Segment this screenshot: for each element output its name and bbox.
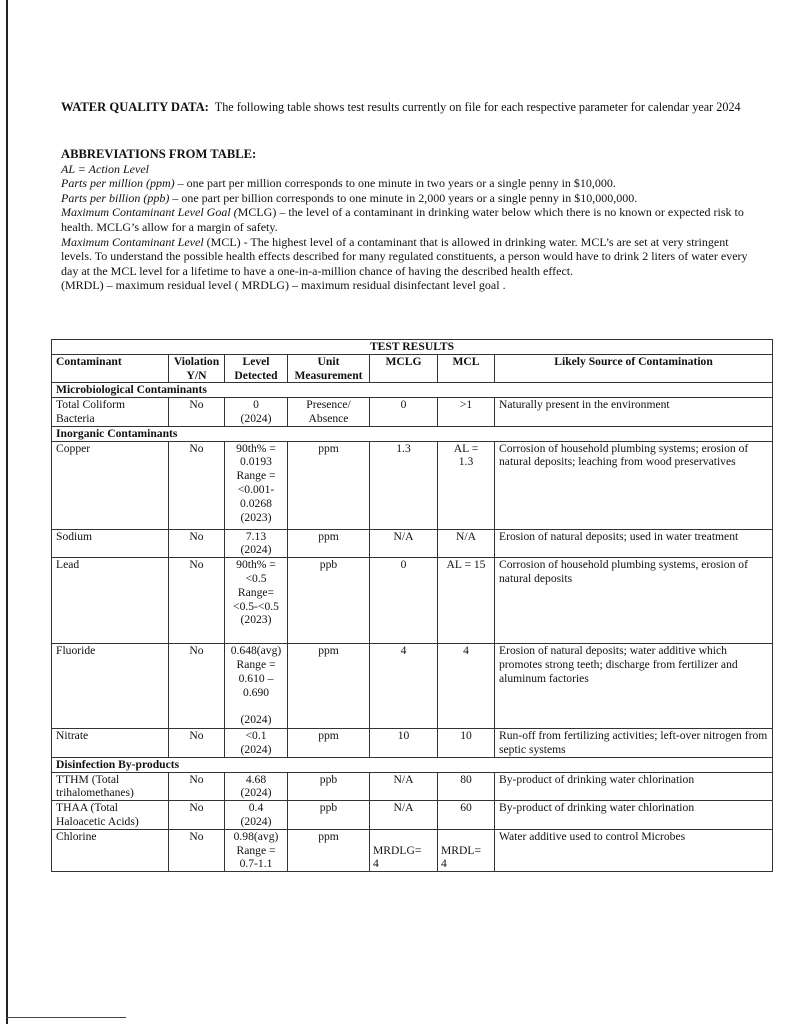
cell-source: Run-off from fertilizing activities; left-over nitrogen from septic systems	[495, 729, 773, 758]
cell-contaminant: THAA (Total Haloacetic Acids)	[52, 801, 169, 830]
abbr-mcl-def: (MCL) - The highest level of a contaminant that is allowed in drinking water. MCL’s are set at very stringent levels. To understand the possible health effects described for many regulated constituents, a person would have to drink 2 liters of water every day at the MCL level for a lifetime to have a one-in-a-million chance of having the described health effect.	[61, 234, 748, 278]
col-mclg: MCLG	[370, 354, 438, 383]
cell-mclg: 1.3	[370, 441, 438, 529]
col-unit: Unit Measurement	[288, 354, 370, 383]
cell-level	[225, 772, 288, 801]
cell-violation: No	[169, 398, 225, 427]
col-contaminant: Contaminant	[52, 354, 169, 383]
abbr-ppm-def: – one part per million corresponds to one minute in two years or a single penny in $10,000.	[177, 176, 616, 191]
mcl-text: MRDL= 4	[441, 843, 482, 871]
abbr-ppb	[61, 191, 761, 206]
cell-unit: ppm	[288, 529, 370, 558]
cell-mcl	[438, 441, 495, 529]
level-text: 7.13 (2024)	[240, 529, 272, 557]
section-disinfection: Disinfection By-products	[52, 757, 773, 772]
cell-mcl: 10	[438, 729, 495, 758]
cell-unit: ppm	[288, 644, 370, 729]
cell-mclg: 4	[370, 644, 438, 729]
table-row	[52, 829, 773, 871]
abbr-mclg-def: MCLG) – the level of a contaminant in drinking water below which there is no known or expected risk to health. MCLG’s allow for a margin of safety.	[61, 205, 744, 234]
cell-mclg: N/A	[370, 529, 438, 558]
level-text: 4.68 (2024)	[240, 772, 272, 800]
table-row	[52, 801, 773, 830]
cell-contaminant: Nitrate	[52, 729, 169, 758]
cell-level	[225, 644, 288, 729]
cell-contaminant: Lead	[52, 558, 169, 644]
col-violation: Violation Y/N	[169, 354, 225, 383]
cell-unit: ppb	[288, 772, 370, 801]
cell-violation: No	[169, 529, 225, 558]
cell-contaminant: Total Coliform Bacteria	[52, 398, 169, 427]
mcl-text: AL = 1.3	[453, 441, 479, 469]
level-text: 90th% = <0.5 Range= <0.5-<0.5 (2023)	[233, 558, 279, 627]
cell-mclg: 10	[370, 729, 438, 758]
level-text: 0.648(avg) Range = 0.610 – 0.690 (2024)	[230, 644, 282, 727]
level-text: 0.4 (2024)	[240, 801, 272, 828]
cell-mclg: N/A	[370, 772, 438, 801]
cell-mclg: 0	[370, 558, 438, 644]
cell-level	[225, 729, 288, 758]
cell-violation: No	[169, 801, 225, 830]
test-results-table	[51, 339, 773, 872]
cell-unit: Presence/ Absence	[288, 398, 370, 427]
cell-unit: ppm	[288, 729, 370, 758]
abbreviations-block	[61, 147, 761, 293]
intro-label: WATER QUALITY DATA:	[61, 100, 209, 114]
cell-mcl: >1	[438, 398, 495, 427]
abbr-al	[61, 162, 761, 177]
cell-source: By-product of drinking water chlorination	[495, 772, 773, 801]
cell-contaminant: Sodium	[52, 529, 169, 558]
cell-level	[225, 829, 288, 871]
cell-level	[225, 398, 288, 427]
cell-unit: ppb	[288, 558, 370, 644]
cell-source: By-product of drinking water chlorination	[495, 801, 773, 830]
cell-unit: ppb	[288, 801, 370, 830]
section-row	[52, 426, 773, 441]
cell-mclg	[370, 829, 438, 871]
col-source: Likely Source of Contamination	[495, 354, 773, 383]
mclg-text: MRDLG= 4	[373, 843, 422, 871]
table-row	[52, 398, 773, 427]
cell-violation: No	[169, 558, 225, 644]
table-row	[52, 772, 773, 801]
cell-source: Corrosion of household plumbing systems, erosion of natural deposits	[495, 558, 773, 644]
cell-mcl	[438, 829, 495, 871]
abbr-al-text: AL = Action Level	[61, 161, 149, 176]
abbreviations-heading: ABBREVIATIONS FROM TABLE:	[61, 147, 257, 161]
section-microbiological: Microbiological Contaminants	[52, 383, 773, 398]
cell-contaminant: Copper	[52, 441, 169, 529]
cell-source: Water additive used to control Microbes	[495, 829, 773, 871]
abbr-ppb-term: Parts per billion (ppb)	[61, 190, 170, 205]
level-text: <0.1 (2024)	[240, 729, 272, 756]
abbr-ppb-def: – one part per billion corresponds to one minute in 2,000 years or a single penny in $10,000,000.	[172, 190, 638, 205]
abbr-mcl-term: Maximum Contaminant Level	[61, 234, 204, 249]
section-inorganic: Inorganic Contaminants	[52, 426, 773, 441]
col-level: Level Detected	[225, 354, 288, 383]
cell-unit: ppm	[288, 829, 370, 871]
cell-mcl: 60	[438, 801, 495, 830]
intro-text: The following table shows test results currently on file for each respective parameter for calendar year 2024	[214, 100, 741, 114]
section-row	[52, 383, 773, 398]
cell-mclg: 0	[370, 398, 438, 427]
cell-violation: No	[169, 644, 225, 729]
cell-source: Naturally present in the environment	[495, 398, 773, 427]
cell-level	[225, 558, 288, 644]
cell-level	[225, 441, 288, 529]
level-text: 0 (2024)	[240, 398, 272, 425]
cell-level	[225, 801, 288, 830]
cell-violation: No	[169, 729, 225, 758]
intro-paragraph	[61, 100, 751, 115]
section-row	[52, 757, 773, 772]
abbr-mcl	[61, 235, 761, 279]
cell-violation: No	[169, 829, 225, 871]
table-header-row	[52, 354, 773, 383]
cell-violation: No	[169, 441, 225, 529]
table-row	[52, 729, 773, 758]
abbr-ppm	[61, 176, 761, 191]
left-border-line	[6, 0, 8, 1024]
cell-unit: ppm	[288, 441, 370, 529]
table-title-row	[52, 340, 773, 355]
cell-mcl: N/A	[438, 529, 495, 558]
cell-mcl: AL = 15	[438, 558, 495, 644]
cell-mcl: 80	[438, 772, 495, 801]
abbr-mrdl: (MRDL) – maximum residual level ( MRDLG) – maximum residual disinfectant level goal .	[61, 278, 506, 293]
abbr-mclg	[61, 205, 761, 234]
table-row	[52, 441, 773, 529]
cell-source: Corrosion of household plumbing systems; erosion of natural deposits; leaching from wood preservatives	[495, 441, 773, 529]
cell-contaminant: Fluoride	[52, 644, 169, 729]
cell-source: Erosion of natural deposits; used in water treatment	[495, 529, 773, 558]
cell-mcl: 4	[438, 644, 495, 729]
cell-mclg: N/A	[370, 801, 438, 830]
abbr-ppm-term: Parts per million (ppm)	[61, 176, 175, 191]
cell-source: Erosion of natural deposits; water additive which promotes strong teeth; discharge from fertilizer and aluminum factories	[495, 644, 773, 729]
level-text: 90th% = 0.0193 Range = <0.001- 0.0268 (2023)	[236, 441, 276, 524]
cell-violation: No	[169, 772, 225, 801]
level-text: 0.98(avg) Range = 0.7-1.1	[233, 829, 279, 871]
col-mcl: MCL	[438, 354, 495, 383]
cell-contaminant: TTHM (Total trihalomethanes)	[52, 772, 169, 801]
table-row	[52, 644, 773, 729]
cell-level	[225, 529, 288, 558]
table-title: TEST RESULTS	[52, 340, 773, 355]
abbr-mclg-term: Maximum Contaminant Level Goal (	[61, 205, 238, 220]
table-row	[52, 529, 773, 558]
cell-contaminant: Chlorine	[52, 829, 169, 871]
bottom-border-line	[6, 1017, 126, 1018]
table-row	[52, 558, 773, 644]
